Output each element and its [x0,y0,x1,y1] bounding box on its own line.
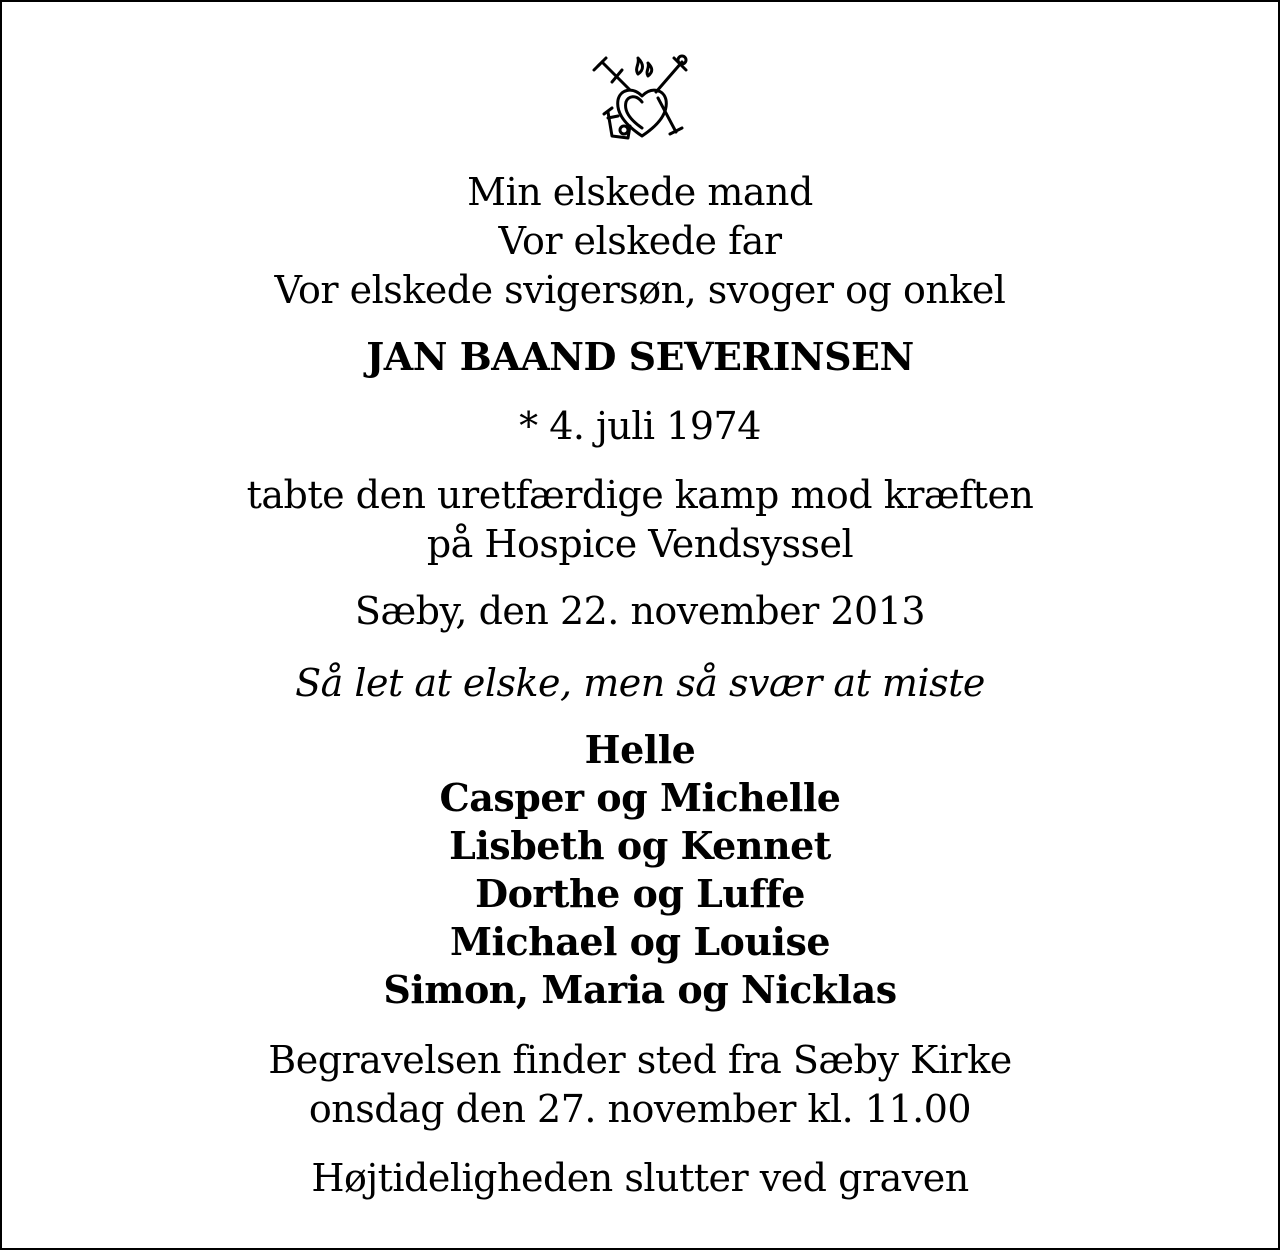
mourner-1: Helle [584,727,696,772]
mourner-6: Simon, Maria og Nicklas [383,967,897,1012]
deceased-name: JAN BAAND SEVERINSEN [366,334,914,379]
mourner-4: Dorthe og Luffe [475,871,805,916]
mourner-3: Lisbeth og Kennet [449,823,831,868]
intro-line-1: Min elskede mand [467,170,813,214]
intro-line-3: Vor elskede svigersøn, svoger og onkel [274,268,1006,312]
funeral-line-2: onsdag den 27. november kl. 11.00 [308,1087,972,1131]
cross-anchor-heart-icon [590,52,694,144]
mourner-2: Casper og Michelle [439,775,841,820]
intro-line-2: Vor elskede far [498,219,782,263]
birth-date: * 4. juli 1974 [519,404,761,448]
place-and-date: Sæby, den 22. november 2013 [354,589,926,633]
funeral-line-1: Begravelsen finder sted fra Sæby Kirke [268,1038,1012,1082]
passing-line-2: på Hospice Vendsyssel [426,522,854,566]
mourner-5: Michael og Louise [449,919,831,964]
passing-line-1: tabte den uretfærdige kamp mod kræften [246,473,1034,517]
closing-note: Højtideligheden slutter ved graven [311,1156,969,1200]
motto: Så let at elske, men så svær at miste [295,661,985,705]
